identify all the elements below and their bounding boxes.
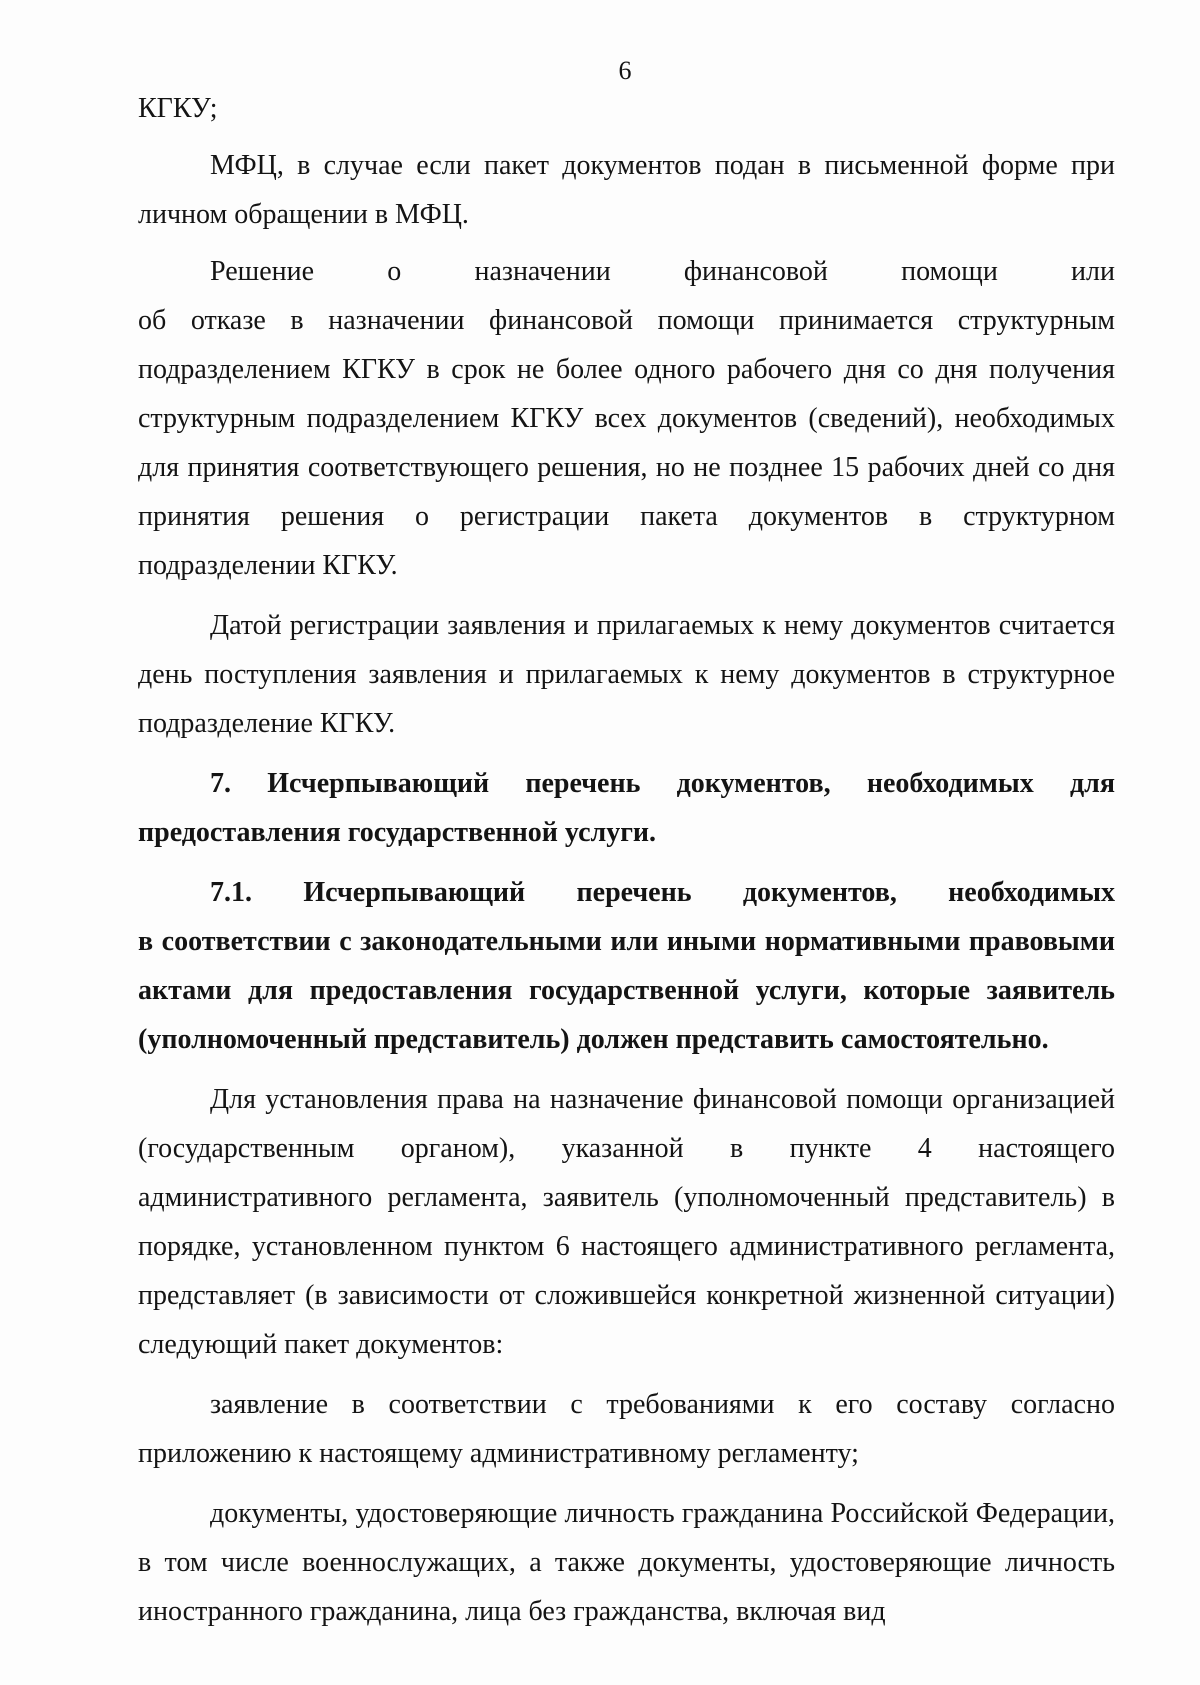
paragraph-decision-rest: об отказе в назначении финансовой помощи принимается структурным подразделением КГКУ в срок не более одного рабочего дня со дня получения структурным подразделением КГКУ всех документов (сведений), необходимых для принятия соответствующего решения, но не позднее 15 рабочих дней со дня принятия решения о регистрации пакета документов в структурном подразделении КГКУ. <box>138 305 1115 581</box>
section-heading-7: 7. Исчерпывающий перечень документов, необходимых для предоставления государственной услуги. <box>138 768 1115 848</box>
section-heading-7-1-line1: 7.1. Исчерпывающий перечень документов, необходимых <box>210 877 1115 908</box>
page-body <box>138 84 1115 1636</box>
page-number: 6 <box>618 56 632 85</box>
list-item-application: заявление в соответствии с требованиями к его составу согласно приложению к настоящему административному регламенту; <box>138 1389 1115 1469</box>
paragraph-decision-line1: Решение о назначении финансовой помощи или <box>210 256 1115 287</box>
list-item-identity-documents: документы, удостоверяющие личность гражданина Российской Федерации, в том числе военнослужащих, а также документы, удостоверяющие личность иностранного гражданина, лица без гражданства, включая вид <box>138 1498 1115 1627</box>
paragraph-kgku: КГКУ; <box>138 93 218 124</box>
paragraph-registration-date: Датой регистрации заявления и прилагаемых к нему документов считается день поступления заявления и прилагаемых к нему документов в структурное подразделение КГКУ. <box>138 610 1115 739</box>
paragraph-establishment: Для установления права на назначение финансовой помощи организацией (государственным органом), указанной в пункте 4 настоящего административного регламента, заявитель (уполномоченный представитель) в порядке, установленном пунктом 6 настоящего административного регламента, представляет (в зависимости от сложившейся конкретной жизненной ситуации) следующий пакет документов: <box>138 1084 1115 1360</box>
section-heading-7-1-rest: в соответствии с законодательными или иными нормативными правовыми актами для предоставления государственной услуги, которые заявитель (уполномоченный представитель) должен представить самостоятельно. <box>138 926 1115 1055</box>
paragraph-mfc: МФЦ, в случае если пакет документов подан в письменной форме при личном обращении в МФЦ. <box>138 150 1115 230</box>
